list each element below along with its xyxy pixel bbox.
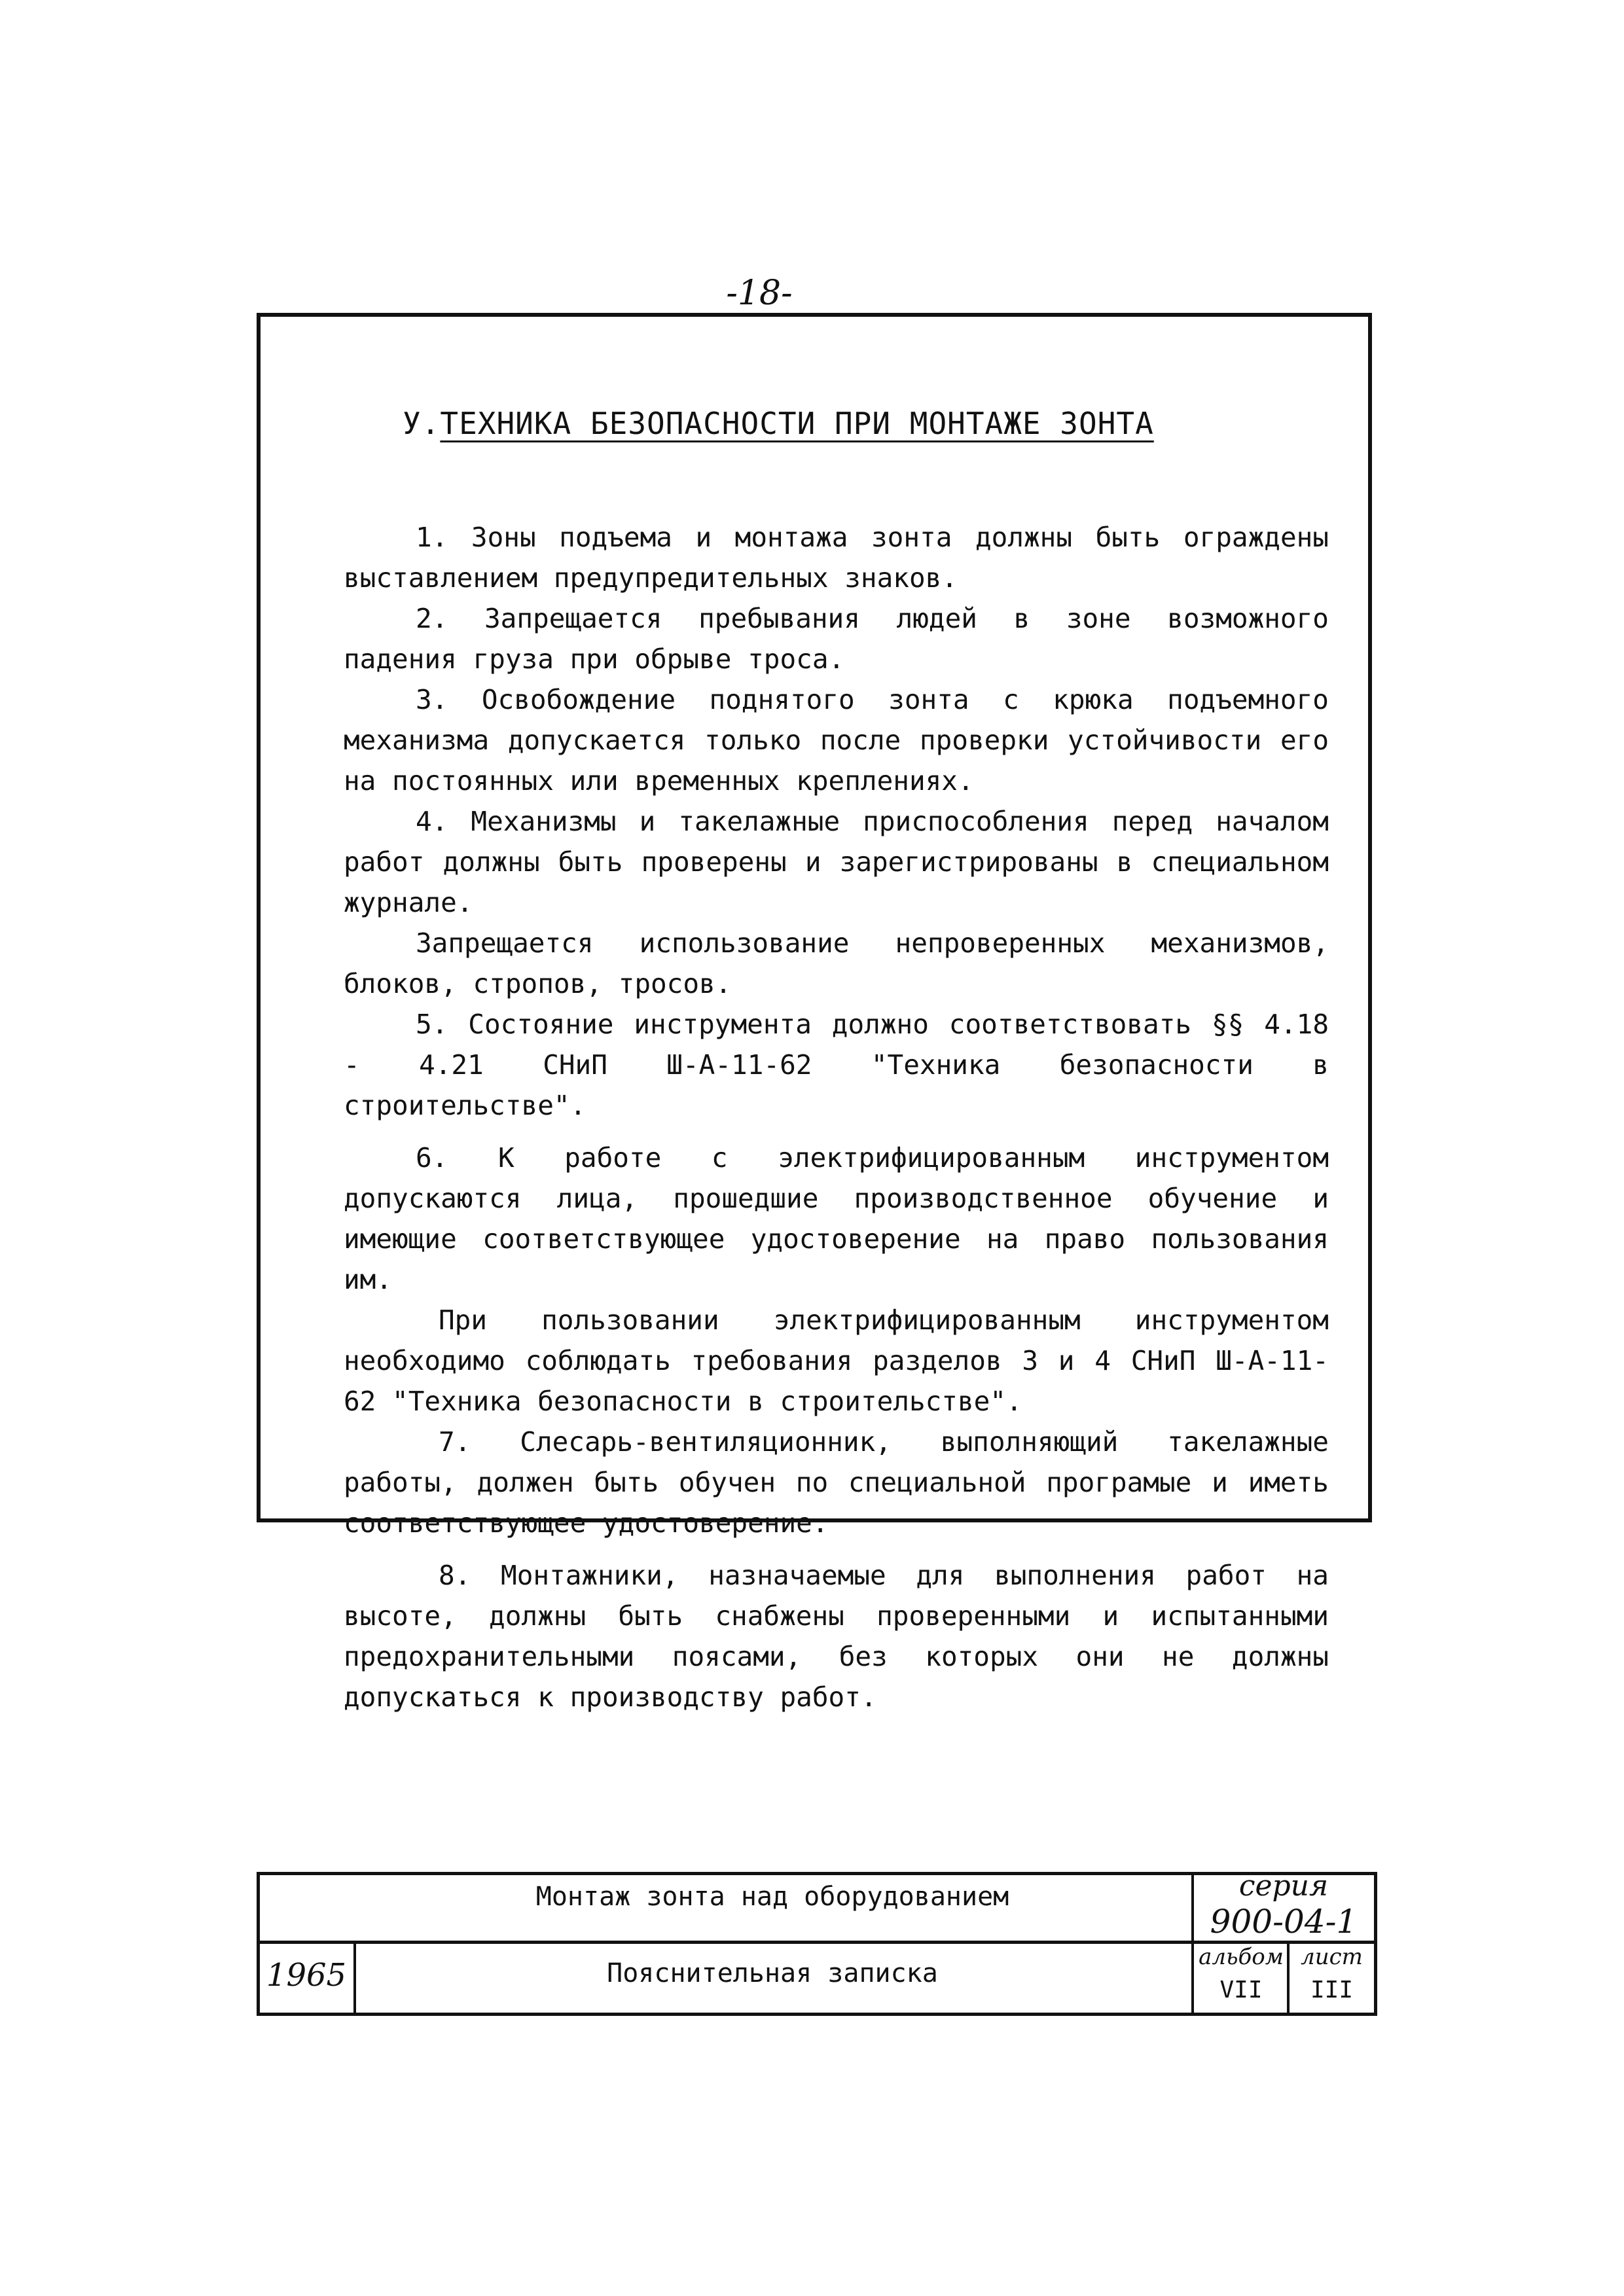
paragraph-4: 4. Механизмы и такелажные приспособления перед началом работ должны быть проверены и зарегистрированы в специальном журнале. [344,806,1329,918]
document-type: Пояснительная записка [607,1958,938,1988]
sheet-value: III [1310,1977,1354,2003]
title-block-left-line [257,1872,260,2016]
code-divider [1191,1872,1194,2016]
paragraph-6-note: При пользовании электрифицированным инструментом необходимо соблюдать требования разделов 3 и 4 СНиП Ш-А-11-62 "Техника безопасности в строительстве". [344,1304,1329,1417]
sheet-label: лист [1301,1944,1363,1970]
album-value: VII [1219,1977,1263,2003]
project-title: Монтаж зонта над оборудованием [535,1882,1009,1912]
paragraph-3: 3. Освобождение поднятого зонта с крюка подъемного механизма допускается только после проверки устойчивости его на постоянных или временных креплениях. [344,684,1329,797]
title-block-bottom-line [257,2013,1377,2016]
title-block-right-line [1374,1872,1377,2016]
section-title: ТЕХНИКА БЕЗОПАСНОСТИ ПРИ МОНТАЖЕ ЗОНТА [440,406,1154,441]
paragraph-8: 8. Монтажники, назначаемые для выполнения работ на высоте, должны быть снабжены проверенными и испытанными предохранительными поясами, без которых они не должны допускаться к производству работ. [344,1560,1329,1713]
paragraph-7: 7. Слесарь-вентиляционник, выполняющий такелажные работы, должен быть обучен по специальной програмые и иметь соответствующее удостоверение. [344,1426,1329,1539]
page-number: -18- [726,274,793,313]
series-label: серия [1238,1869,1329,1903]
document-body [344,517,1329,1717]
year-divider [353,1941,356,2016]
section-heading [403,406,1154,441]
year: 1965 [266,1957,347,1994]
series-value: 900-04-1 [1210,1903,1358,1941]
paragraph-2: 2. Запрещается пребывания людей в зоне возможного падения груза при обрыве троса. [344,603,1329,675]
paragraph-1: 1. Зоны подъема и монтажа зонта должны быть ограждены выставлением предупредительных знаков. [344,522,1329,594]
album-label: альбом [1199,1944,1284,1970]
paragraph-6: 6. К работе с электрифицированным инструментом допускаются лица, прошедшие производственное обучение и имеющие соответствующее удостоверение на право пользования им. [344,1142,1329,1295]
paragraph-4-note: Запрещается использование непроверенных механизмов, блоков, стропов, тросов. [344,927,1329,999]
paragraph-5: 5. Состояние инструмента должно соответствовать §§ 4.18 - 4.21 СНиП Ш-А-11-62 "Техника безопасности в строительстве". [344,1009,1329,1121]
section-number: У. [403,406,441,441]
